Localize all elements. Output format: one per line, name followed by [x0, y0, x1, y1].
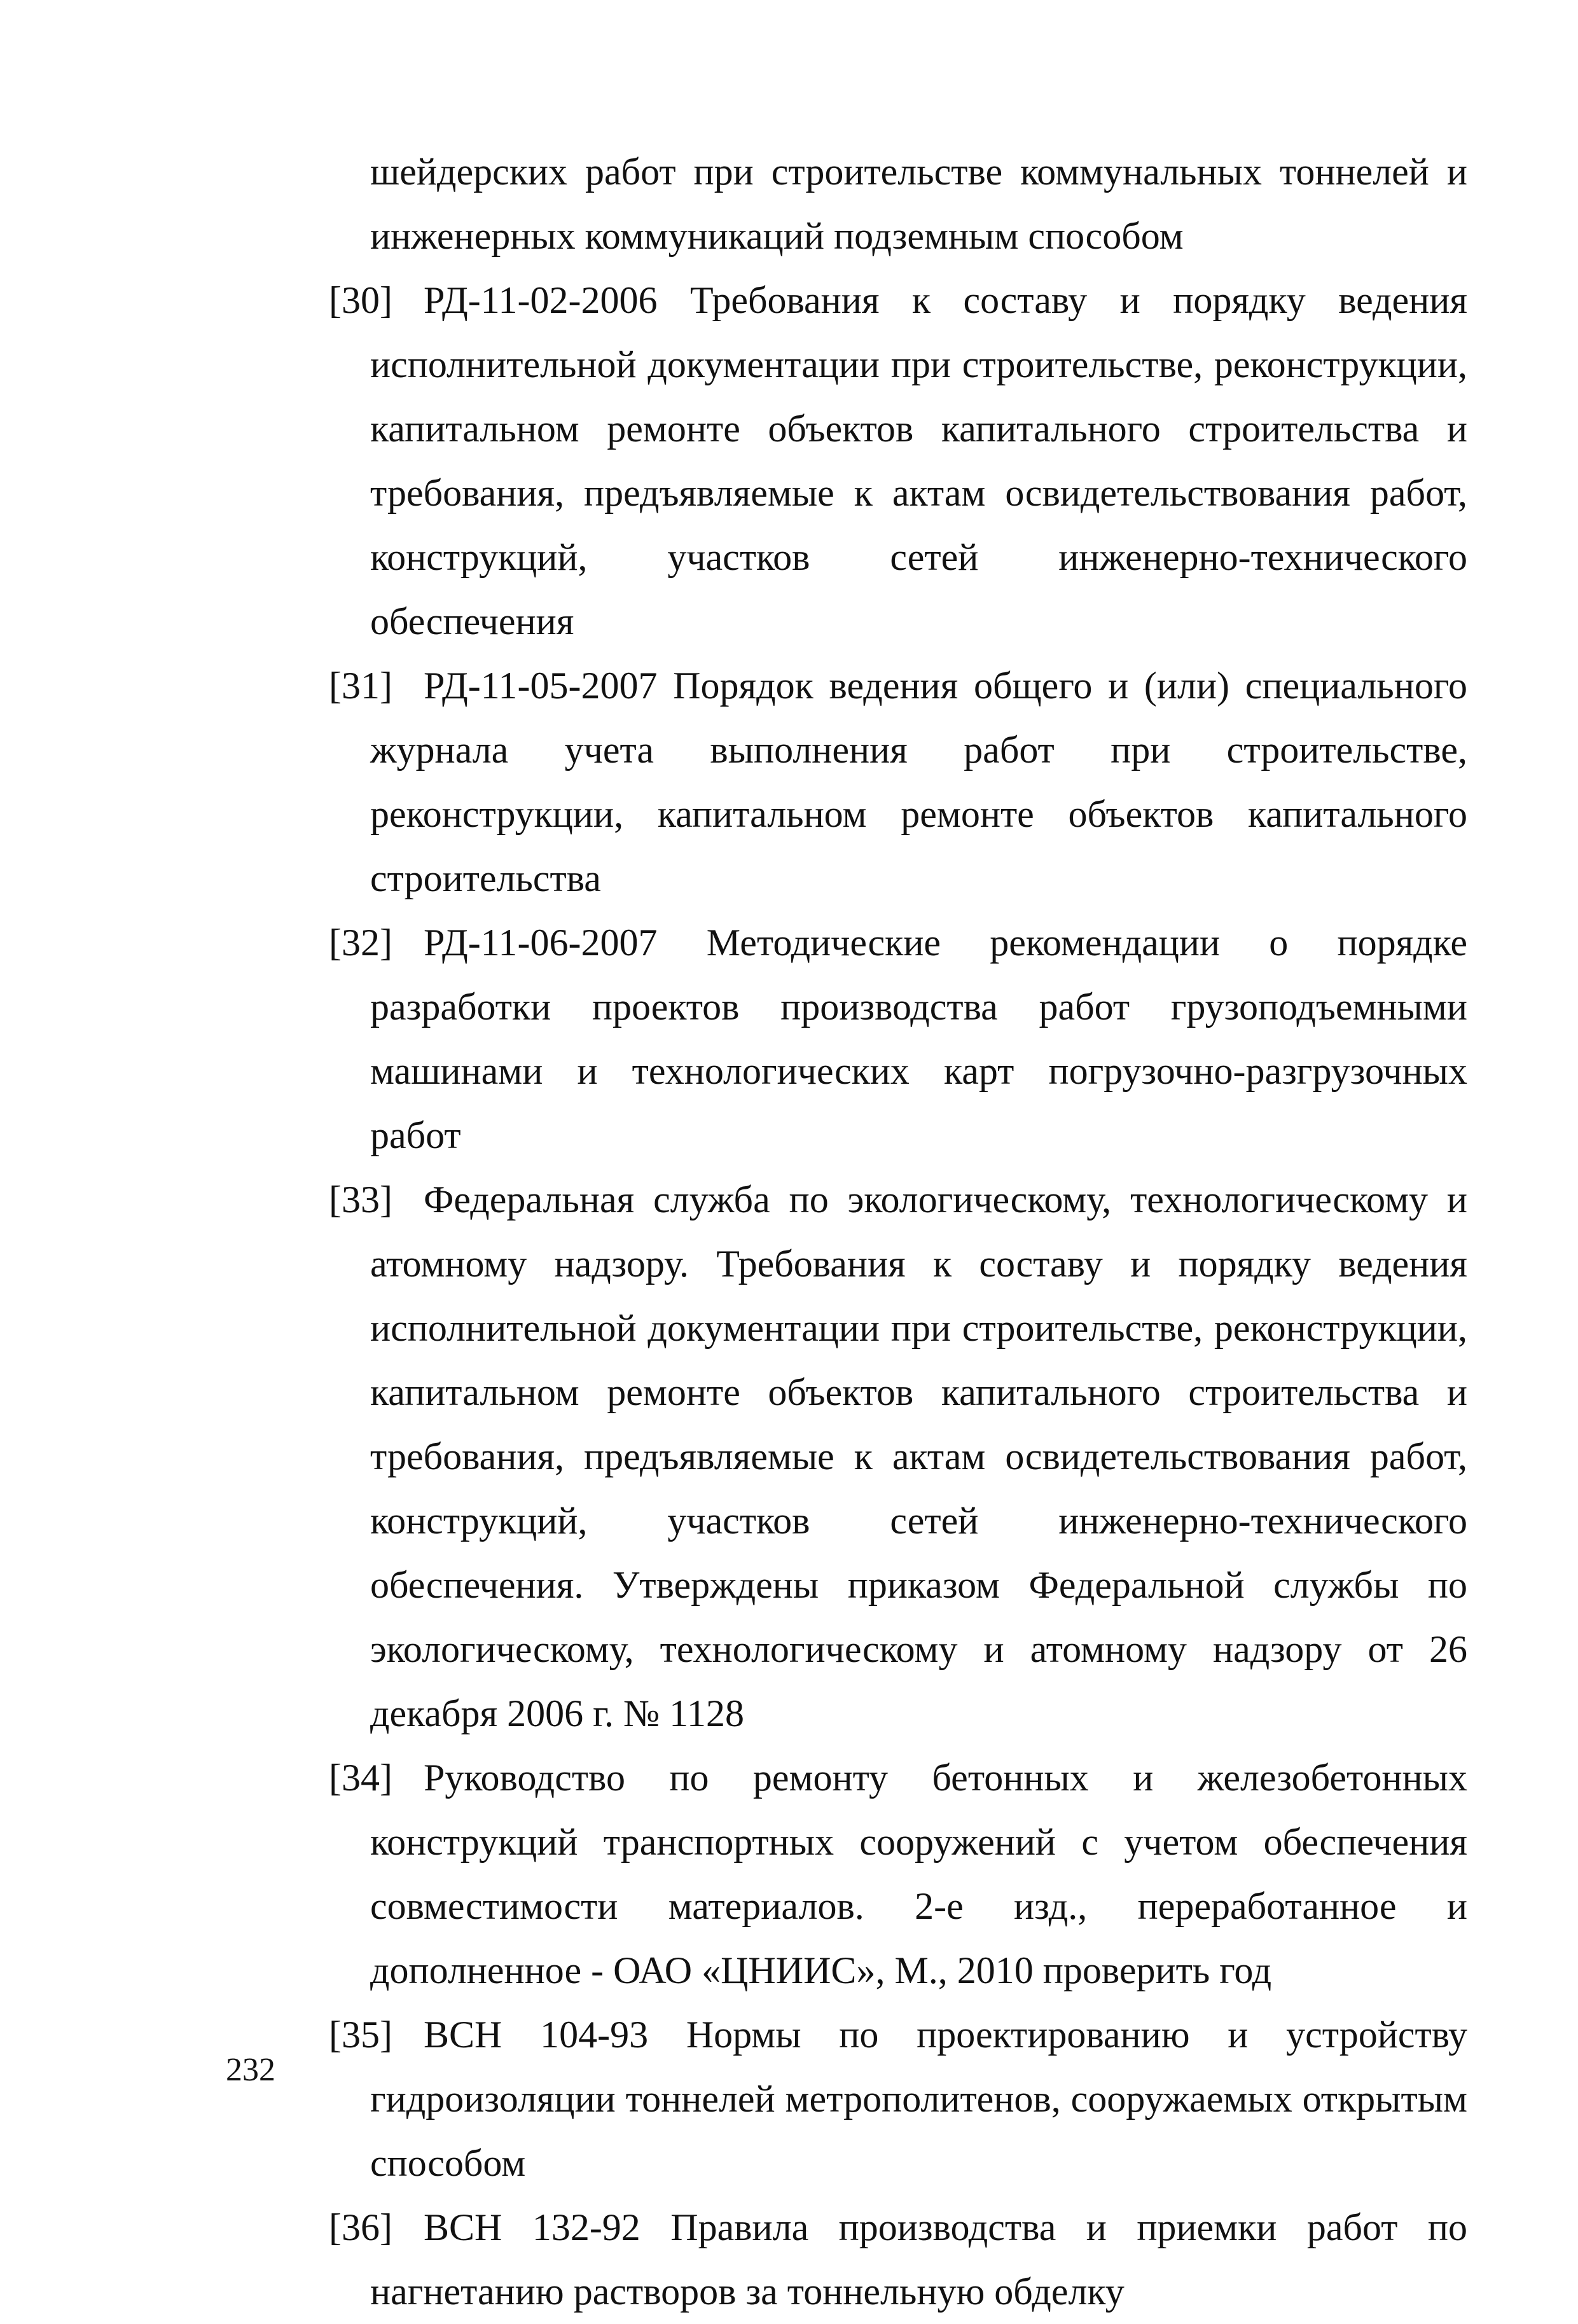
- reference-item: [329, 2196, 1467, 2324]
- reference-text: РД-11-05-2007 Порядок ведения общего и (или) специального журнала учета выполнения работ при строительстве, реконструкции, капитальном ремонте объектов капитального строительства: [370, 665, 1467, 899]
- reference-item: [329, 2003, 1467, 2196]
- reference-number: [30]: [329, 279, 392, 321]
- reference-number: [32]: [329, 922, 392, 964]
- reference-item: [329, 1746, 1467, 2003]
- reference-continuation: шейдерских работ при строительстве коммунальных тоннелей и инженерных коммуникаций подземным способом: [370, 151, 1467, 257]
- reference-text: РД-11-06-2007 Методические рекомендации о порядке разработки проектов производства работ грузоподъемными машинами и технологических карт погрузочно-разгрузочных работ: [370, 922, 1467, 1156]
- reference-text: РД-11-02-2006 Требования к составу и порядку ведения исполнительной документации при строительстве, реконструкции, капитальном ремонте объектов капитального строительства и требования, предъявляемые к актам освидетельствования работ, конструкций, участков сетей инженерно-технического обеспечения: [370, 279, 1467, 642]
- reference-list: [329, 140, 1467, 2324]
- reference-text: Руководство по ремонту бетонных и железобетонных конструкций транспортных сооружений с учетом обеспечения совместимости материалов. 2-е изд., переработанное и дополненное - ОАО «ЦНИИС», М., 2010 проверить год: [370, 1757, 1467, 1991]
- reference-item: [329, 1168, 1467, 1746]
- reference-item: [329, 654, 1467, 911]
- reference-number: [36]: [329, 2206, 392, 2248]
- reference-item: [329, 911, 1467, 1168]
- reference-text: ВСН 104-93 Нормы по проектированию и устройству гидроизоляции тоннелей метрополитенов, сооружаемых открытым способом: [370, 2014, 1467, 2184]
- reference-item: [329, 268, 1467, 654]
- reference-text: ВСН 132-92 Правила производства и приемки работ по нагнетанию растворов за тоннельную обделку: [370, 2206, 1467, 2313]
- page-number: 232: [226, 2052, 275, 2088]
- reference-number: [35]: [329, 2014, 392, 2056]
- reference-number: [34]: [329, 1757, 392, 1799]
- reference-text: Федеральная служба по экологическому, технологическому и атомному надзору. Требования к составу и порядку ведения исполнительной документации при строительстве, реконструкции, капитальном ремонте объектов капитального строительства и требования, предъявляемые к актам освидетельствования работ, конструкций, участков сетей инженерно-технического обеспечения. Утверждены приказом Федеральной службы по экологическому, технологическому и атомному надзору от 26 декабря 2006 г. № 1128: [370, 1179, 1467, 1734]
- reference-number: [31]: [329, 665, 392, 707]
- reference-number: [33]: [329, 1179, 392, 1221]
